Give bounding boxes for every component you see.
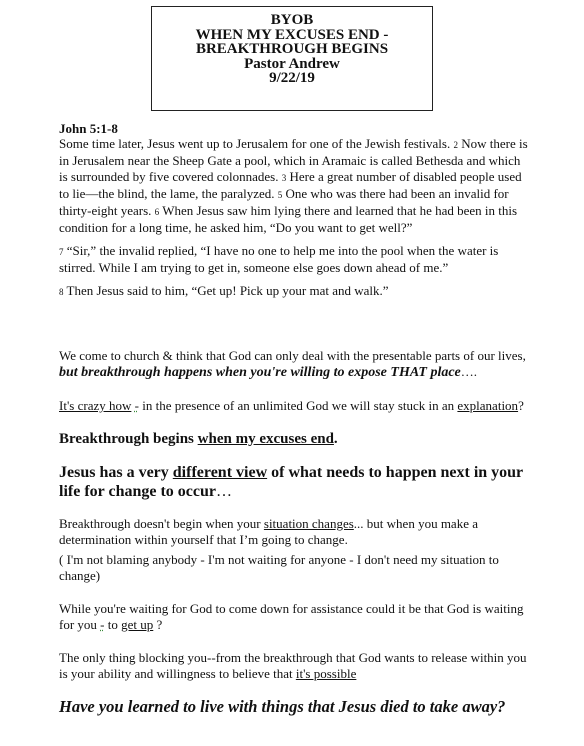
scripture-section xyxy=(59,121,529,300)
note-text: - xyxy=(100,617,105,632)
scripture-text: Some time later, Jesus went up to Jerusalem for one of the Jewish festivals. xyxy=(59,136,451,151)
heading-different-view xyxy=(59,463,539,501)
note-text: - xyxy=(134,398,139,413)
heading-breakthrough-begins xyxy=(59,430,539,448)
emphasis-text: but breakthrough happens when you're willing to expose THAT place xyxy=(59,365,461,380)
heading-text: Jesus has a very xyxy=(59,464,169,481)
underlined-text: explanation xyxy=(457,398,519,413)
scripture-text: Here a great number of disabled people used to lie—the blind, the lame, the paralyzed. xyxy=(59,169,522,201)
sermon-date: 9/22/19 xyxy=(269,70,315,86)
verse-number: 8 xyxy=(59,287,64,297)
note-text: Breakthrough doesn't begin when your xyxy=(59,516,261,531)
scripture-text: When Jesus saw him lying there and learned that he had been in this condition for a long time, he asked him, “Do you want to get well?” xyxy=(59,203,518,235)
title-line-2: WHEN MY EXCUSES END - xyxy=(195,26,389,43)
note-text: ? xyxy=(156,617,163,632)
note-presentable-parts xyxy=(59,348,539,381)
verse-number: 7 xyxy=(59,247,64,257)
verse-number: 2 xyxy=(453,140,458,150)
note-text: ? xyxy=(518,398,524,413)
scripture-text: “Sir,” the invalid replied, “I have no one to help me into the pool when the water is stirred. While I am trying to get in, someone else goes down ahead of me.” xyxy=(59,243,499,275)
note-text: The only thing blocking you--from the breakthrough that God wants to release within you is your ability and willingness to believe that xyxy=(59,650,527,681)
note-text: to xyxy=(107,617,118,632)
underlined-text: get up xyxy=(121,617,154,632)
scripture-text: One who was there had been an invalid for thirty-eight years. xyxy=(59,186,509,218)
heading-text: of what needs to happen next in your life for change to occur xyxy=(59,464,523,500)
note-text: We come to church & think that God can only deal with the presentable parts of our lives, xyxy=(59,348,526,363)
underlined-text: different view xyxy=(172,464,268,481)
heading-text: Breakthrough begins xyxy=(59,431,194,447)
title-line-3: BREAKTHROUGH BEGINS xyxy=(195,41,389,57)
underlined-text: situation changes xyxy=(263,516,354,531)
verse-number: 3 xyxy=(281,173,287,183)
closing-question xyxy=(59,697,539,717)
verse-number: 5 xyxy=(277,190,283,200)
scripture-paragraph-1 xyxy=(59,136,529,236)
underlined-text: it's possible xyxy=(295,666,357,681)
note-text: ( I'm not blaming anybody - I'm not waiting for anyone - I don't need my situation to change) xyxy=(59,552,499,583)
note-text: in the presence of an unlimited God we will stay stuck in an xyxy=(142,398,455,413)
underlined-text: when my excuses end xyxy=(197,431,334,447)
note-not-blaming xyxy=(59,552,529,584)
note-only-thing-blocking xyxy=(59,650,535,682)
heading-text: . xyxy=(333,431,338,447)
scripture-paragraph-2 xyxy=(59,243,529,276)
note-situation-changes xyxy=(59,516,529,548)
closing-text: Have you learned to live with things that Jesus died to take away? xyxy=(59,697,506,716)
scripture-paragraph-3 xyxy=(59,283,529,300)
scripture-text: Then Jesus said to him, “Get up! Pick up your mat and walk.” xyxy=(66,283,389,298)
note-text: …. xyxy=(460,364,478,379)
heading-text: … xyxy=(216,483,232,500)
verse-number: 6 xyxy=(154,207,160,217)
pastor-name: Pastor Andrew xyxy=(244,55,340,72)
note-text: While you're waiting for God to come down for assistance could it be that God is waiting for you xyxy=(59,601,524,632)
note-text: ... but when you make a determination within yourself that I’m going to change. xyxy=(59,516,478,547)
note-unlimited-god xyxy=(59,398,539,414)
title-box xyxy=(151,6,433,111)
note-text: It's crazy how xyxy=(59,398,132,413)
note-god-waiting xyxy=(59,601,539,633)
title-line-1: BYOB xyxy=(270,12,314,28)
scripture-reference: John 5:1-8 xyxy=(59,121,118,136)
scripture-text: Now there is in Jerusalem near the Sheep Gate a pool, which in Aramaic is called Bethesda and which is surrounded by five covered colonnades. xyxy=(59,136,528,184)
